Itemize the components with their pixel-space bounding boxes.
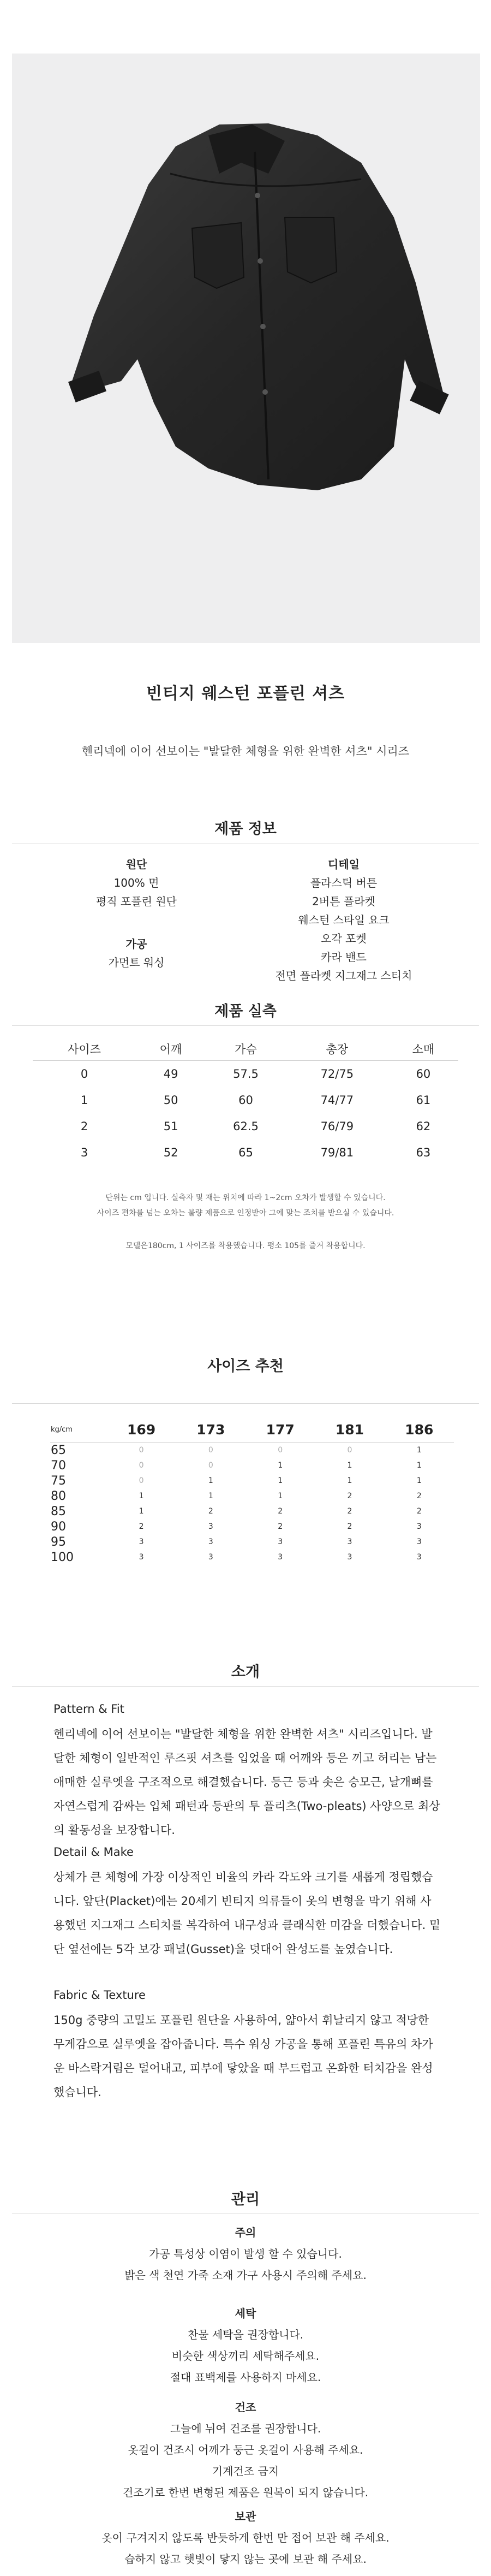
care-storage bbox=[0, 2506, 491, 2570]
table-cell: 0 bbox=[278, 1446, 283, 1455]
care-heading: 세탁 bbox=[235, 2307, 256, 2320]
table-cell: 0 bbox=[139, 1461, 144, 1470]
table-cell: 3 bbox=[278, 1553, 283, 1562]
detail-line: 웨스턴 스타일 요크 bbox=[298, 913, 390, 927]
detail-line: 2버튼 플라켓 bbox=[312, 895, 375, 908]
table-cell: 60 bbox=[238, 1094, 253, 1107]
table-cell: 3 bbox=[208, 1553, 213, 1562]
detail-line: 플라스틱 버튼 bbox=[310, 876, 378, 889]
column-header: 사이즈 bbox=[33, 1037, 136, 1061]
table-cell: 2 bbox=[278, 1522, 283, 1531]
height-header: 169 bbox=[106, 1417, 176, 1443]
table-cell: 74/77 bbox=[320, 1094, 354, 1107]
table-cell: 62.5 bbox=[233, 1120, 259, 1133]
fabric-texture-section bbox=[53, 1983, 441, 2104]
table-row bbox=[50, 1473, 454, 1488]
table-cell: 2 bbox=[416, 1492, 422, 1500]
info-left-column bbox=[55, 855, 218, 972]
table-cell: 3 bbox=[278, 1538, 283, 1546]
weight-label: 100 bbox=[51, 1550, 74, 1564]
intro-title: 소개 bbox=[231, 1664, 260, 1681]
detail-line: 카라 밴드 bbox=[321, 951, 367, 964]
table-row bbox=[33, 1087, 458, 1113]
table-row bbox=[50, 1519, 454, 1534]
table-cell: 3 bbox=[208, 1538, 213, 1546]
table-cell: 76/79 bbox=[320, 1120, 354, 1133]
fabric-line: 100% 면 bbox=[113, 876, 159, 889]
table-row bbox=[33, 1139, 458, 1166]
table-cell: 1 bbox=[208, 1476, 213, 1485]
table-cell: 65 bbox=[238, 1146, 253, 1159]
measure-note: 단위는 cm 입니다. 실측자 및 재는 위치에 따라 1~2cm 오차가 발생할 수 있습니다. bbox=[105, 1194, 386, 1202]
fabric-heading: 원단 bbox=[125, 858, 147, 871]
table-cell: 1 bbox=[347, 1461, 352, 1470]
table-cell: 2 bbox=[278, 1507, 283, 1516]
care-drying bbox=[0, 2397, 491, 2503]
weight-label: 75 bbox=[51, 1474, 66, 1488]
size-recommend-table bbox=[50, 1417, 454, 1565]
table-row bbox=[50, 1550, 454, 1565]
table-row bbox=[50, 1443, 454, 1458]
table-row bbox=[50, 1504, 454, 1519]
table-cell: 63 bbox=[416, 1146, 431, 1159]
table-cell: 61 bbox=[416, 1094, 431, 1107]
table-cell: 1 bbox=[208, 1492, 213, 1500]
section-heading: Pattern & Fit bbox=[53, 1702, 124, 1716]
table-cell: 3 bbox=[416, 1522, 422, 1531]
detail-make-section bbox=[53, 1840, 441, 1961]
column-header: 어깨 bbox=[136, 1037, 206, 1061]
height-header: 181 bbox=[315, 1417, 384, 1443]
care-line: 옷걸이 건조시 어깨가 둥근 옷걸이 사용해 주세요. bbox=[128, 2443, 363, 2456]
table-row bbox=[33, 1113, 458, 1139]
table-row bbox=[50, 1488, 454, 1504]
process-line: 가먼트 워싱 bbox=[108, 956, 165, 969]
table-cell: 3 bbox=[416, 1553, 422, 1562]
table-cell: 50 bbox=[163, 1094, 178, 1107]
table-cell: 1 bbox=[347, 1476, 352, 1485]
height-header: 173 bbox=[176, 1417, 246, 1443]
care-line: 밝은 색 천연 가죽 소재 가구 사용시 주의해 주세요. bbox=[124, 2269, 367, 2282]
care-line: 그늘에 뉘여 건조를 권장합니다. bbox=[170, 2422, 321, 2435]
weight-label: 95 bbox=[51, 1535, 66, 1549]
table-cell: 1 bbox=[278, 1461, 283, 1470]
table-row bbox=[50, 1458, 454, 1473]
section-text: 상체가 큰 체형에 가장 이상적인 비율의 카라 각도와 크기를 새롭게 정립했습니다. 앞단(Placket)에는 20세기 빈티지 의류들이 옷의 변형을 막기 위해 사용했던 지그재그 스티치를 복각하여 내구성과 클래식한 미감을 더했습니다. 밑단 옆선에는 5각 보강 패널(Gusset)을 덧대어 완성도를 높였습니다. bbox=[53, 1871, 441, 1956]
weight-label: 90 bbox=[51, 1520, 66, 1534]
care-heading: 보관 bbox=[235, 2510, 256, 2523]
table-cell: 3 bbox=[416, 1538, 422, 1546]
table-cell: 2 bbox=[347, 1507, 352, 1516]
table-row bbox=[33, 1061, 458, 1088]
section-heading: Detail & Make bbox=[53, 1845, 134, 1859]
table-cell: 0 bbox=[347, 1446, 352, 1455]
column-header: 소매 bbox=[388, 1037, 458, 1061]
weight-label: 85 bbox=[51, 1504, 66, 1518]
table-cell: 2 bbox=[416, 1507, 422, 1516]
detail-heading: 디테일 bbox=[328, 858, 360, 871]
table-cell: 0 bbox=[80, 1067, 88, 1081]
care-caution bbox=[0, 2222, 491, 2286]
table-cell: 51 bbox=[163, 1120, 178, 1133]
weight-label: 70 bbox=[51, 1458, 66, 1473]
model-note: 모델은180cm, 1 사이즈를 착용했습니다. 평소 105를 즐겨 착용합니다. bbox=[125, 1242, 366, 1250]
detail-line: 전면 플라켓 지그재그 스티치 bbox=[275, 969, 412, 982]
measurement-table bbox=[33, 1037, 458, 1166]
shirt-illustration bbox=[12, 54, 480, 643]
table-cell: 3 bbox=[347, 1553, 352, 1562]
table-cell: 0 bbox=[139, 1446, 144, 1455]
table-cell: 1 bbox=[416, 1476, 422, 1485]
weight-label: 65 bbox=[51, 1443, 66, 1457]
column-header: 총장 bbox=[286, 1037, 388, 1061]
table-cell: 2 bbox=[80, 1120, 88, 1133]
table-header-row bbox=[50, 1417, 454, 1443]
detail-line: 오각 포켓 bbox=[321, 932, 367, 945]
table-cell: 2 bbox=[208, 1507, 213, 1516]
section-heading: Fabric & Texture bbox=[53, 1989, 146, 2002]
table-cell: 3 bbox=[208, 1522, 213, 1531]
divider bbox=[12, 1686, 479, 1687]
care-line: 기계건조 금지 bbox=[212, 2465, 279, 2478]
table-cell: 1 bbox=[139, 1492, 144, 1500]
recommend-title: 사이즈 추천 bbox=[207, 1358, 284, 1375]
table-cell: 1 bbox=[278, 1492, 283, 1500]
table-cell: 0 bbox=[208, 1461, 213, 1470]
section-text: 150g 중량의 고밀도 포플린 원단을 사용하여, 얇아서 휘날리지 않고 적당한 무게감으로 실루엣을 잡아줍니다. 특수 워싱 가공을 통해 포플린 특유의 차가운 바스락거림은 덜어내고, 피부에 닿았을 때 부드럽고 온화한 터치감을 완성했습니다. bbox=[53, 2014, 433, 2099]
care-line: 건조기로 한번 변형된 제품은 원복이 되지 않습니다. bbox=[122, 2486, 369, 2499]
product-title: 빈티지 웨스턴 포플린 셔츠 bbox=[146, 684, 345, 703]
table-cell: 1 bbox=[416, 1446, 422, 1455]
divider bbox=[12, 1025, 479, 1026]
table-cell: 72/75 bbox=[320, 1067, 354, 1081]
care-heading: 주의 bbox=[235, 2226, 256, 2239]
process-heading: 가공 bbox=[125, 937, 147, 951]
pattern-fit-section bbox=[53, 1697, 441, 1842]
table-cell: 3 bbox=[139, 1553, 144, 1562]
product-photo bbox=[12, 54, 480, 643]
measure-title: 제품 실측 bbox=[214, 1003, 277, 1020]
care-title: 관리 bbox=[231, 2191, 260, 2208]
care-washing bbox=[0, 2303, 491, 2388]
info-title: 제품 정보 bbox=[214, 821, 277, 838]
care-line: 찬물 세탁을 권장합니다. bbox=[187, 2328, 304, 2341]
table-cell: 3 bbox=[347, 1538, 352, 1546]
table-cell: 49 bbox=[163, 1067, 178, 1081]
table-row bbox=[50, 1534, 454, 1550]
table-cell: 0 bbox=[139, 1476, 144, 1485]
table-cell: 3 bbox=[139, 1538, 144, 1546]
table-cell: 3 bbox=[80, 1146, 88, 1159]
care-heading: 건조 bbox=[235, 2401, 256, 2414]
info-right-column bbox=[262, 855, 426, 985]
measure-note: 사이즈 편차를 넘는 오차는 불량 제품으로 인정받아 그에 맞는 조치를 받으실 수 있습니다. bbox=[97, 1209, 394, 1218]
table-cell: 2 bbox=[347, 1522, 352, 1531]
table-cell: 0 bbox=[208, 1446, 213, 1455]
table-cell: 62 bbox=[416, 1120, 431, 1133]
table-cell: 52 bbox=[163, 1146, 178, 1159]
care-line: 비슷한 색상끼리 세탁해주세요. bbox=[171, 2349, 320, 2363]
table-cell: 1 bbox=[80, 1094, 88, 1107]
table-cell: 2 bbox=[139, 1522, 144, 1531]
product-subtitle: 헨리넥에 이어 선보이는 "발달한 체형을 위한 완벽한 셔츠" 시리즈 bbox=[81, 745, 410, 758]
height-header: 186 bbox=[385, 1417, 454, 1443]
table-header-row bbox=[33, 1037, 458, 1061]
height-header: 177 bbox=[246, 1417, 315, 1443]
care-line: 옷이 구겨지지 않도록 반듯하게 한번 만 접어 보관 해 주세요. bbox=[101, 2531, 390, 2544]
table-cell: 1 bbox=[278, 1476, 283, 1485]
table-cell: 79/81 bbox=[320, 1146, 354, 1159]
table-cell: 2 bbox=[347, 1492, 352, 1500]
table-cell: 57.5 bbox=[233, 1067, 259, 1081]
column-header: 가슴 bbox=[206, 1037, 286, 1061]
table-cell: 60 bbox=[416, 1067, 431, 1081]
table-cell: 1 bbox=[416, 1461, 422, 1470]
fabric-line: 평직 포플린 원단 bbox=[96, 895, 177, 908]
unit-label: kg/cm bbox=[50, 1417, 106, 1443]
section-text: 헨리넥에 이어 선보이는 "발달한 체형을 위한 완벽한 셔츠" 시리즈입니다. 발달한 체형이 일반적인 루즈핏 셔츠를 입었을 때 어깨와 등은 끼고 허리는 남는 애매한 실루엣을 구조적으로 해결했습니다. 등근 등과 솟은 승모근, 날개뼈를 자연스럽게 감싸는 입체 패턴과 등판의 투 플리츠(Two-pleats) 사양으로 최상의 활동성을 보장합니다. bbox=[53, 1728, 440, 1837]
care-line: 절대 표백제를 사용하지 마세요. bbox=[170, 2371, 321, 2384]
weight-label: 80 bbox=[51, 1489, 66, 1503]
care-line: 습하지 않고 햇빛이 닿지 않는 곳에 보관 해 주세요. bbox=[124, 2553, 367, 2566]
table-cell: 1 bbox=[139, 1507, 144, 1516]
divider bbox=[12, 1403, 479, 1404]
care-line: 가공 특성상 이염이 발생 할 수 있습니다. bbox=[149, 2247, 342, 2260]
